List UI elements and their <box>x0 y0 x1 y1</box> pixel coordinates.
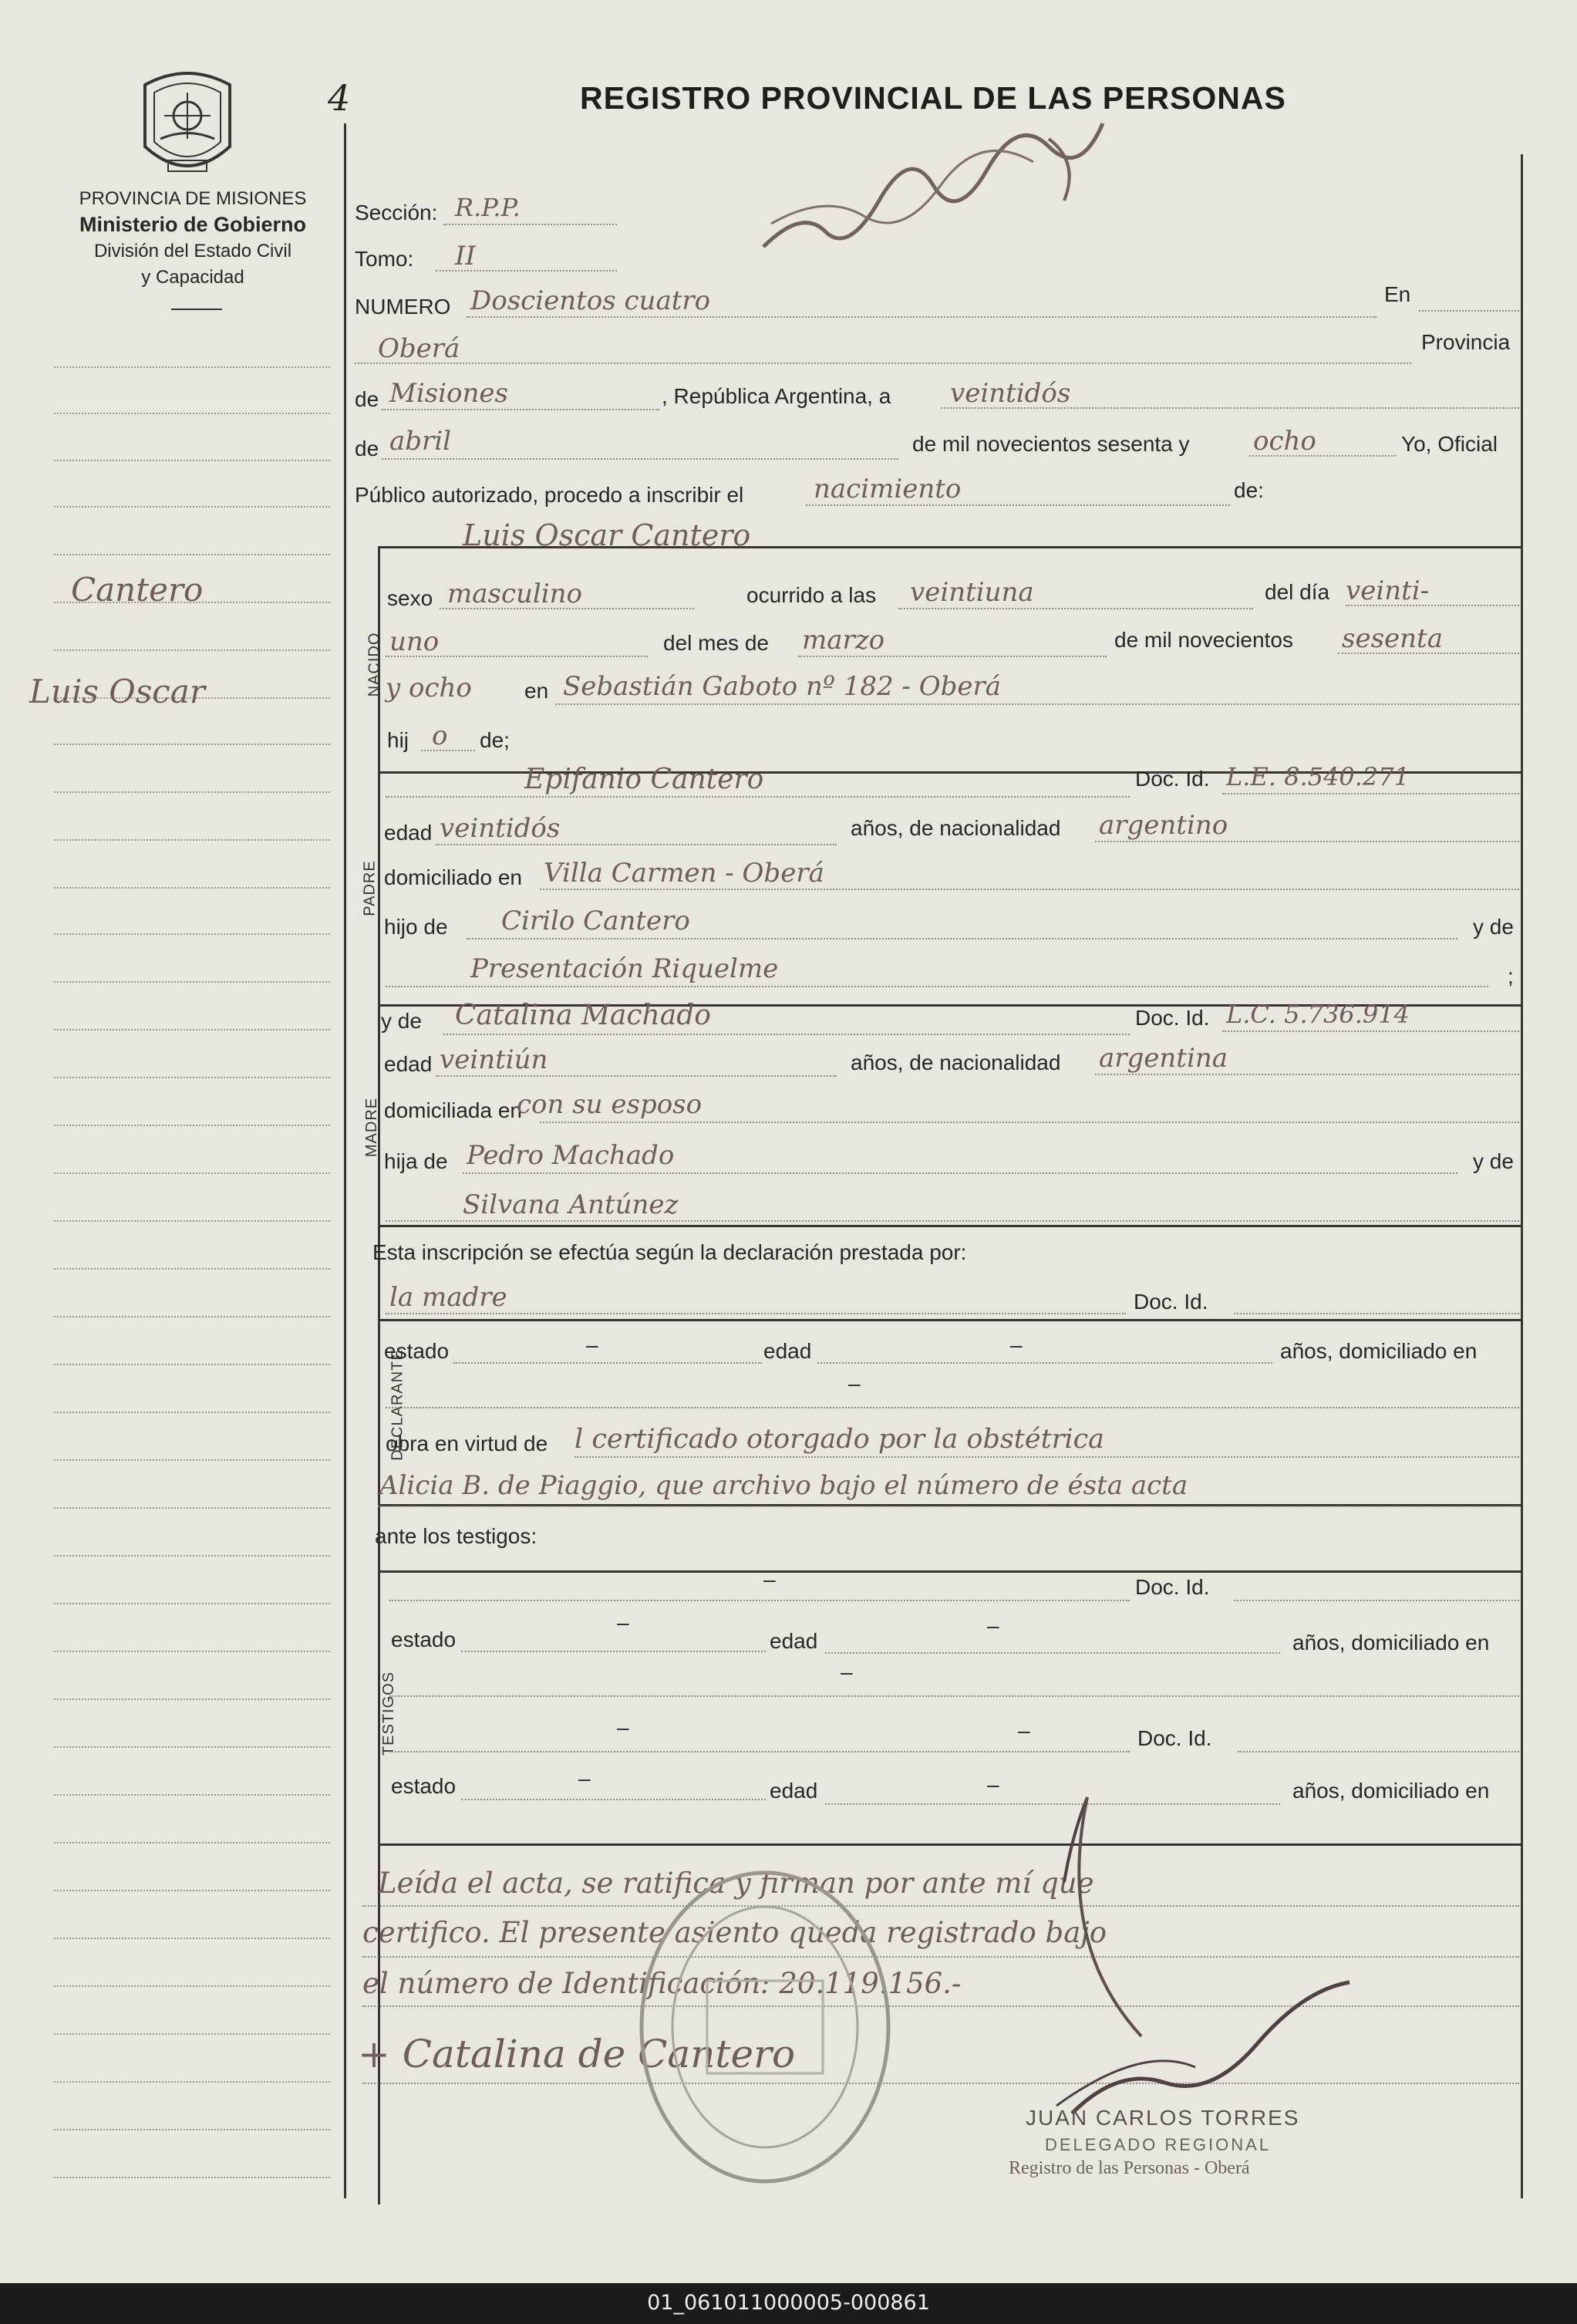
value-obra-2: Alicia B. de Piaggio, que archivo bajo el número de ésta acta <box>379 1470 1188 1501</box>
label-mil-nov: de mil novecientos <box>1114 628 1293 652</box>
margin-rule <box>54 1412 330 1413</box>
value-padre-madre: Presentación Riquelme <box>470 953 779 984</box>
field-line <box>467 938 1457 939</box>
field-line <box>1095 841 1519 842</box>
margin-rule <box>54 1890 330 1891</box>
label-tomo: Tomo: <box>355 247 414 271</box>
margin-rule <box>54 1459 330 1461</box>
value-madre-nac: argentina <box>1099 1043 1228 1074</box>
label-dom-padre: domiciliado en <box>384 865 522 889</box>
division-capacity: y Capacidad <box>141 267 244 288</box>
label-de2: de <box>355 437 379 460</box>
field-line <box>378 1506 1519 1507</box>
margin-rule <box>54 554 330 555</box>
value-hora: veintiuna <box>910 577 1034 608</box>
margin-rule <box>54 1220 330 1222</box>
field-line <box>389 1751 1130 1752</box>
value-edad-testigo-1: – <box>987 1614 999 1638</box>
field-line <box>555 703 1519 705</box>
label-nac-madre: años, de nacionalidad <box>851 1051 1061 1074</box>
margin-rule <box>54 1842 330 1843</box>
field-line <box>817 1362 1272 1364</box>
value-testigo-2: – <box>617 1715 629 1739</box>
value-padre-nac: argentino <box>1099 810 1228 841</box>
margin-surname: Cantero <box>71 571 204 609</box>
margin-rule <box>54 1794 330 1796</box>
label-semicolon: ; <box>1508 964 1514 988</box>
value-domicilio-nac: Sebastián Gaboto nº 182 - Oberá <box>563 671 1001 702</box>
value-estado-testigo-2: – <box>578 1766 591 1790</box>
value-provincia: Misiones <box>389 378 508 409</box>
stamp-registry: Registro de las Personas - Oberá <box>1009 2158 1250 2178</box>
value-cierre-2: certifico. El presente asiento queda registrado bajo <box>362 1916 1107 1949</box>
label-doc-declarante: Doc. Id. <box>1134 1290 1208 1314</box>
value-ano: ocho <box>1253 426 1316 457</box>
field-line <box>453 1362 762 1364</box>
label-declaracion: Esta inscripción se efectúa según la declaración prestada por: <box>372 1240 967 1264</box>
field-line <box>443 1034 1130 1035</box>
margin-rule <box>54 839 330 841</box>
label-de: de <box>355 387 379 411</box>
label-publico: Público autorizado, procedo a inscribir el <box>355 483 744 507</box>
field-line <box>1222 1030 1519 1032</box>
field-line <box>461 1651 766 1652</box>
value-ano-nac-2: y ocho <box>386 673 472 703</box>
value-dia: veintidós <box>950 378 1071 409</box>
value-padre-nombre: Epifanio Cantero <box>524 764 764 795</box>
field-line <box>1238 1751 1519 1752</box>
value-edad-testigo-2: – <box>987 1773 999 1796</box>
label-estado-testigo-2: estado <box>391 1774 457 1798</box>
field-line <box>443 224 617 225</box>
value-madre-madre: Silvana Antúnez <box>463 1189 679 1220</box>
label-numero: NUMERO <box>355 295 451 319</box>
image-caption-bar <box>0 2283 1577 2324</box>
label-de-semicolon: de; <box>480 728 510 752</box>
field-line <box>1234 1600 1519 1601</box>
row-rule <box>378 1225 1521 1227</box>
field-line <box>386 796 1130 798</box>
value-padre-edad: veintidós <box>440 813 561 844</box>
value-dia-nac-2: uno <box>389 626 440 657</box>
label-testigos: ante los testigos: <box>375 1524 537 1548</box>
label-anos-dom-testigo-1: años, domiciliado en <box>1292 1631 1490 1654</box>
value-cierre-3: el número de Identificación: 20.119.156.- <box>362 1967 962 2000</box>
value-madre-doc: L.C. 5.736.914 <box>1226 1000 1410 1029</box>
field-line <box>386 1407 1519 1408</box>
section-nacido: NACIDO <box>366 632 383 697</box>
margin-rule <box>54 1172 330 1174</box>
label-republica: , República Argentina, a <box>662 384 891 408</box>
top-signature <box>756 116 1110 262</box>
value-mes-nac: marzo <box>802 625 885 656</box>
label-edad-padre: edad <box>384 821 433 845</box>
field-line <box>898 608 1253 609</box>
label-edad-declarante: edad <box>763 1339 812 1363</box>
label-anos-dom-testigo-2: años, domiciliado en <box>1292 1779 1490 1803</box>
label-edad-testigo-1: edad <box>770 1629 818 1653</box>
margin-rule <box>54 1555 330 1557</box>
margin-rule <box>54 1077 330 1078</box>
label-edad-madre: edad <box>384 1052 433 1076</box>
province-seal-icon <box>137 62 238 185</box>
label-hij: hij <box>387 728 409 752</box>
value-mes: abril <box>389 426 452 457</box>
margin-rule <box>54 744 330 745</box>
margin-rule <box>54 413 330 414</box>
margin-rule <box>54 2033 330 2035</box>
section-testigos: TESTIGOS <box>380 1671 398 1756</box>
row-rule <box>378 1570 1521 1573</box>
margin-rule <box>54 1651 330 1652</box>
label-seccion: Sección: <box>355 201 438 224</box>
label-hija-de: hija de <box>384 1149 448 1173</box>
ministry-name: Ministerio de Gobierno <box>79 213 307 236</box>
label-en-lugar: en <box>524 679 549 703</box>
province-name: PROVINCIA DE MISIONES <box>79 188 307 209</box>
margin-rule <box>54 1603 330 1604</box>
margin-rule <box>54 1125 330 1126</box>
margin-rule <box>54 1507 330 1509</box>
label-anos-dom-declarante: años, domiciliado en <box>1280 1339 1478 1363</box>
main-right-border <box>1521 154 1523 2198</box>
field-line <box>386 1313 1126 1314</box>
margin-rule <box>54 460 330 461</box>
value-hij-suffix: o <box>432 720 448 751</box>
margin-rule <box>54 791 330 793</box>
field-line <box>1222 793 1519 794</box>
label-y-de-madre-2: y de <box>1473 1149 1514 1173</box>
margin-rule <box>54 649 330 651</box>
margin-rule <box>54 981 330 983</box>
label-estado-declarante: estado <box>384 1339 450 1363</box>
stamp-official-role: DELEGADO REGIONAL <box>1045 2135 1272 2154</box>
value-padre-doc: L.E. 8.540.271 <box>1226 762 1410 791</box>
field-line <box>382 409 659 410</box>
value-estado-declarante: – <box>586 1333 598 1357</box>
label-mil: de mil novecientos sesenta y <box>912 432 1190 456</box>
field-line <box>806 504 1230 506</box>
stamp-official-name: JUAN CARLOS TORRES <box>1026 2106 1300 2130</box>
margin-rule <box>54 1746 330 1748</box>
field-line <box>389 1695 1519 1697</box>
field-line <box>1234 1313 1519 1314</box>
document-title: REGISTRO PROVINCIAL DE LAS PERSONAS <box>580 80 1286 116</box>
section-declarante: DECLARANTE <box>389 1349 406 1461</box>
field-line <box>461 1799 766 1800</box>
value-dom-testigo-1: – <box>841 1660 853 1684</box>
label-estado-testigo-1: estado <box>391 1627 457 1651</box>
margin-rule <box>54 506 330 508</box>
field-line <box>467 316 1377 318</box>
label-provincia: Provincia <box>1421 330 1511 354</box>
field-line <box>421 750 475 751</box>
margin-rule <box>54 1364 330 1365</box>
page-number: 4 <box>328 77 351 119</box>
value-nombre: Luis Oscar Cantero <box>463 518 751 552</box>
field-line <box>1419 310 1519 312</box>
value-seccion: R.P.P. <box>455 193 521 222</box>
margin-rule <box>54 2129 330 2130</box>
label-sexo: sexo <box>387 586 433 610</box>
value-dia-nac: veinti- <box>1346 575 1430 606</box>
image-code: 01_061011000005-000861 <box>647 2291 930 2315</box>
field-line <box>382 458 898 460</box>
section-padre: PADRE <box>361 860 379 916</box>
main-left-border <box>344 123 346 2198</box>
section-madre: MADRE <box>363 1097 381 1158</box>
field-line <box>436 1075 837 1077</box>
margin-names: Luis Oscar <box>29 673 205 710</box>
value-madre-padre: Pedro Machado <box>467 1140 675 1171</box>
field-line <box>436 844 837 845</box>
margin-rule <box>54 1985 330 1987</box>
field-line <box>386 986 1488 987</box>
margin-rule <box>54 1316 330 1317</box>
margin-rule <box>54 1698 330 1700</box>
field-line <box>463 1172 1457 1174</box>
label-yo-oficial: Yo, Oficial <box>1401 432 1498 456</box>
label-doc-madre: Doc. Id. <box>1135 1006 1210 1030</box>
value-declarante: la madre <box>389 1282 507 1313</box>
official-round-stamp <box>634 1865 896 2189</box>
label-y-de-padre: y de <box>1473 915 1514 939</box>
margin-rule <box>54 933 330 935</box>
value-testigo-1: – <box>763 1567 776 1591</box>
label-del-mes: del mes de <box>663 631 769 655</box>
field-line <box>1095 1074 1519 1075</box>
label-y-de-madre: y de <box>381 1009 422 1033</box>
value-lugar: Oberá <box>378 333 460 364</box>
field-line <box>540 889 1519 890</box>
value-padre-padre: Cirilo Cantero <box>501 906 690 936</box>
value-padre-dom: Villa Carmen - Oberá <box>544 858 824 889</box>
margin-rule <box>54 2177 330 2178</box>
value-tipo: nacimiento <box>814 474 962 504</box>
label-obra: obra en virtud de <box>386 1432 548 1455</box>
margin-rule <box>54 1029 330 1030</box>
label-edad-testigo-2: edad <box>770 1779 818 1803</box>
label-dom-madre: domiciliada en <box>384 1098 522 1122</box>
label-del-dia: del día <box>1265 580 1330 604</box>
value-madre-dom: con su esposo <box>517 1089 703 1120</box>
value-dom-declarante: – <box>848 1371 861 1395</box>
label-nac-padre: años, de nacionalidad <box>851 816 1061 840</box>
label-de-colon: de: <box>1234 478 1264 502</box>
value-ano-nac: sesenta <box>1342 623 1443 654</box>
label-doc-padre: Doc. Id. <box>1135 767 1210 791</box>
label-doc-testigo-2: Doc. Id. <box>1137 1726 1212 1750</box>
value-testigo-2b: – <box>1018 1719 1030 1742</box>
value-madre-edad: veintiún <box>440 1044 548 1075</box>
value-tomo: II <box>455 241 476 272</box>
margin-rule <box>54 366 330 368</box>
label-hijo-de: hijo de <box>384 915 448 939</box>
field-line <box>798 656 1107 657</box>
field-line <box>825 1652 1280 1654</box>
division-name: División del Estado Civil <box>93 241 292 261</box>
value-cierre-1: Leída el acta, se ratifica y firman por ante mí que <box>378 1867 1094 1900</box>
label-ocurrido: ocurrido a las <box>746 583 877 607</box>
value-numero: Doscientos cuatro <box>470 285 711 316</box>
field-line <box>355 363 1411 364</box>
label-doc-testigo-1: Doc. Id. <box>1135 1575 1210 1599</box>
field-line <box>386 1220 1519 1222</box>
signature-mother: + Catalina de Cantero <box>358 2032 796 2076</box>
header-divider <box>171 309 222 310</box>
official-signature <box>964 1789 1365 2129</box>
value-edad-declarante: – <box>1010 1333 1023 1357</box>
value-madre-nombre: Catalina Machado <box>455 1000 711 1031</box>
row-rule <box>378 1319 1521 1321</box>
field-line <box>575 1456 1519 1458</box>
margin-rule <box>54 1268 330 1270</box>
label-en: En <box>1384 282 1411 306</box>
value-sexo: masculino <box>447 578 583 609</box>
field-line <box>389 1600 1130 1601</box>
value-estado-testigo-1: – <box>617 1611 629 1634</box>
margin-rule <box>54 887 330 889</box>
value-obra-1: l certificado otorgado por la obstétrica <box>575 1424 1105 1455</box>
margin-rule <box>54 2081 330 2083</box>
margin-rule <box>54 1938 330 1939</box>
field-line <box>540 1122 1519 1123</box>
